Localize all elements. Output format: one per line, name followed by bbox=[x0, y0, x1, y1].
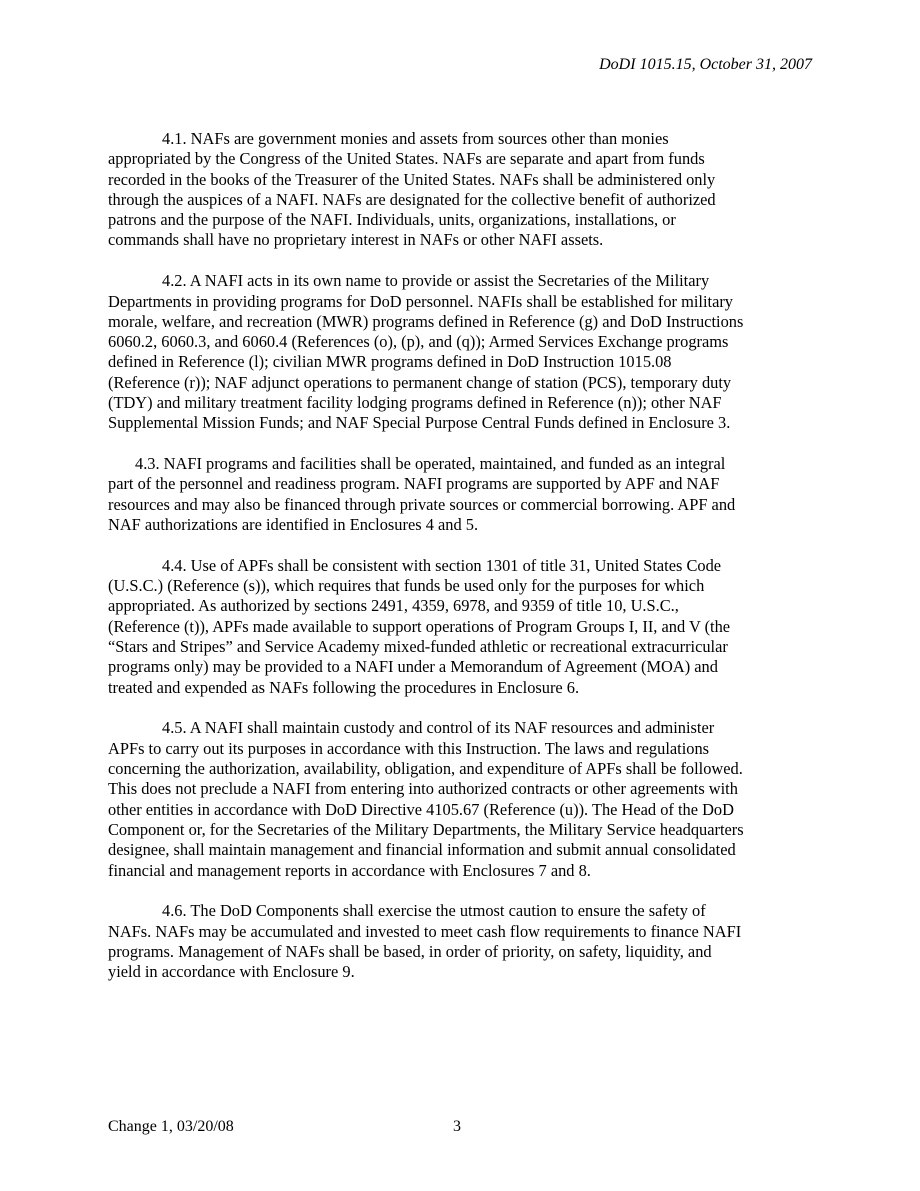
paragraph-4-3: 4.3. NAFI programs and facilities shall be operated, maintained, and funded as an integral part of the personnel and readiness program. NAFI programs are supported by APF and NAF resources and may also be financed through private sources or commercial borrowing. APF and NAF authorizations are identified in Enclosures 4 and 5. bbox=[108, 454, 736, 535]
paragraph-4-6: 4.6. The DoD Components shall exercise the utmost caution to ensure the safety of NAFs. NAFs may be accumulated and invested to meet cash flow requirements to finance NAFI programs. Management of NAFs shall be based, in order of priority, on safety, liquidity, and yield in accordance with Enclosure 9. bbox=[108, 901, 742, 982]
document-header: DoDI 1015.15, October 31, 2007 bbox=[599, 56, 812, 73]
document-body bbox=[108, 129, 814, 1003]
paragraph-4-4: 4.4. Use of APFs shall be consistent with section 1301 of title 31, United States Code (U.S.C.) (Reference (s)), which requires that funds be used only for the purposes for which appropriated. As authorized by sections 2491, 4359, 6978, and 9359 of title 10, U.S.C., (Reference (t)), APFs made available to support operations of Program Groups I, II, and V (the “Stars and Stripes” and Service Academy mixed-funded athletic or recreational extracurricular programs only) may be provided to a NAFI under a Memorandum of Agreement (MOA) and treated and expended as NAFs following the procedures in Enclosure 6. bbox=[108, 555, 731, 697]
footer-change-note: Change 1, 03/20/08 bbox=[108, 1118, 234, 1135]
paragraph-4-5: 4.5. A NAFI shall maintain custody and control of its NAF resources and administer APFs to carry out its purposes in accordance with this Instruction. The laws and regulations concerning the authorization, availability, obligation, and expenditure of APFs shall be followed. This does not preclude a NAFI from entering into authorized contracts or other agreements with other entities in accordance with DoD Directive 4105.67 (Reference (u)). The Head of the DoD Component or, for the Secretaries of the Military Departments, the Military Service headquarters designee, shall maintain management and financial information and submit annual consolidated financial and management reports in accordance with Enclosures 7 and 8. bbox=[108, 718, 744, 880]
paragraph-4-1: 4.1. NAFs are government monies and assets from sources other than monies appropriated by the Congress of the United States. NAFs are separate and apart from funds recorded in the books of the Treasurer of the United States. NAFs shall be administered only through the auspices of a NAFI. NAFs are designated for the collective benefit of authorized patrons and the purpose of the NAFI. Individuals, units, organizations, installations, or commands shall have no proprietary interest in NAFs or other NAFI assets. bbox=[108, 129, 716, 250]
paragraph-4-2: 4.2. A NAFI acts in its own name to provide or assist the Secretaries of the Military Departments in providing programs for DoD personnel. NAFIs shall be established for military morale, welfare, and recreation (MWR) programs defined in Reference (g) and DoD Instructions 6060.2, 6060.3, and 6060.4 (References (o), (p), and (q)); Armed Services Exchange programs defined in Reference (l); civilian MWR programs defined in DoD Instruction 1015.08 (Reference (r)); NAF adjunct operations to permanent change of station (PCS), temporary duty (TDY) and military treatment facility lodging programs defined in Reference (n)); other NAF Supplemental Mission Funds; and NAF Special Purpose Central Funds defined in Enclosure 3. bbox=[108, 271, 744, 433]
page-number: 3 bbox=[453, 1118, 461, 1135]
